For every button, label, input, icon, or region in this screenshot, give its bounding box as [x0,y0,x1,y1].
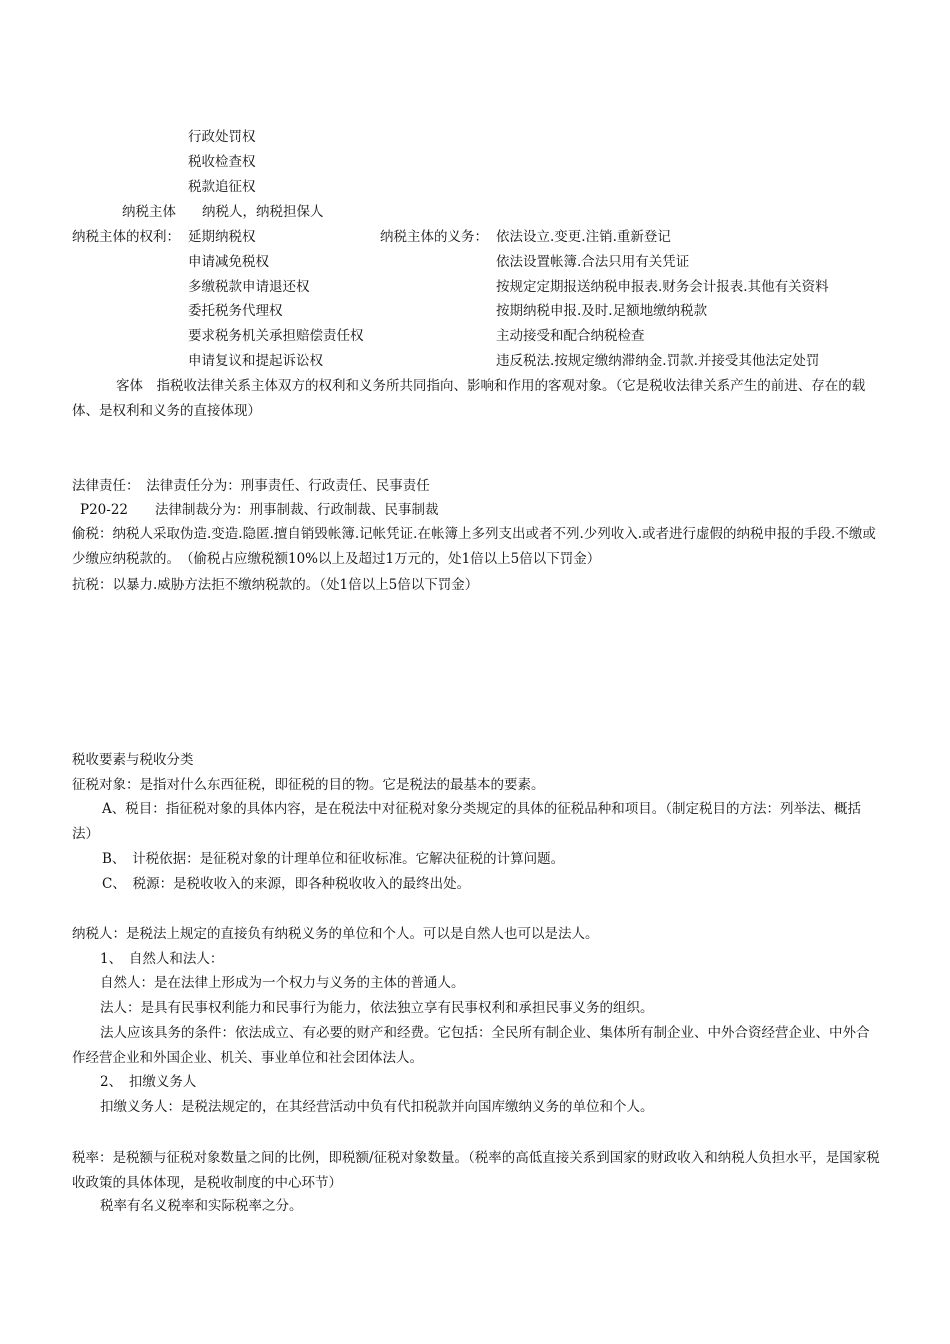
tax-resistance-line: 抗税：以暴力.威胁方法拒不缴纳税款的。（处1倍以上5倍以下罚金） [72,577,479,593]
tax-evasion-paragraph: 偷税：纳税人采取伪造.变造.隐匿.擅自销毁帐簿.记帐凭证.在帐簿上多列支出或者不列.少列收入.或者进行虚假的纳税申报的手段.不缴或少缴应纳税款的。 （偷税占应缴税额10%以上及超过1万元的，处1倍以上5倍以下罚金） [72,526,876,567]
tax-rate-paragraph: 税率：是税额与征税对象数量之间的比例，即税额/征税对象数量。（税率的高低直接关系到国家的财政收入和纳税人负担水平，是国家税收政策的具体体现，是税收制度的中心环节） [72,1150,880,1191]
natural-person-line: 自然人：是在法律上形成为一个权力与义务的主体的普通人。 [100,975,465,991]
power-item: 税款追征权 [188,179,256,195]
right-item: 多缴税款申请退还权 [188,279,310,295]
duty-item: 依法设置帐簿.合法只用有关凭证 [496,254,690,270]
liability-line: 法律责任： 法律责任分为：刑事责任、行政责任、民事责任 [72,478,430,494]
sanction-line: P20-22 法律制裁分为：刑事制裁、行政制裁、民事制裁 [80,502,439,518]
duty-item: 违反税法.按规定缴纳滞纳金.罚款.并接受其他法定处罚 [496,353,820,369]
duty-item: 按期纳税申报.及时.足额地缴纳税款 [496,303,708,319]
right-item: 要求税务机关承担赔偿责任权 [188,328,364,344]
item-b-line: B、 计税依据：是征税对象的计理单位和征收标准。它解决征税的计算问题。 [102,851,565,867]
withholding-line: 扣缴义务人：是税法规定的，在其经营活动中负有代扣税款并向国库缴纳义务的单位和个人。 [100,1099,654,1115]
section-heading: 税收要素与税收分类 [72,752,194,768]
right-item: 延期纳税权 [188,229,256,245]
taxpayer-intro: 纳税人：是税法上规定的直接负有纳税义务的单位和个人。可以是自然人也可以是法人。 [72,926,599,942]
rights-label: 纳税主体的权利： [72,229,180,245]
subject-label: 纳税主体 [122,204,176,220]
duties-label: 纳税主体的义务： [380,229,488,245]
item-c-line: C、 税源：是税收收入的来源，即各种税收收入的最终出处。 [102,876,471,892]
duty-item: 依法设立.变更.注销.重新登记 [496,229,671,245]
legal-person-line: 法人：是具有民事权利能力和民事行为能力，依法独立享有民事权利和承担民事义务的组织。 [100,1000,654,1016]
right-item: 申请复议和提起诉讼权 [188,353,323,369]
object-paragraph: 客体 指税收法律关系主体双方的权利和义务所共同指向、影响和作用的客观对象。（它是税收法律关系产生的前进、存在的载体、是权利和义务的直接体现） [72,378,866,419]
legal-person-conditions: 法人应该具务的条件：依法成立、有必要的财产和经费。它包括：全民所有制企业、集体所有制企业、中外合资经营企业、中外合作经营企业和外国企业、机关、事业单位和社会团体法人。 [72,1025,870,1066]
power-item: 行政处罚权 [188,129,256,145]
duty-item: 按规定定期报送纳税申报表.财务会计报表.其他有关资料 [496,279,829,295]
right-item: 申请减免税权 [188,254,269,270]
tax-rate-types-line: 税率有名义税率和实际税率之分。 [100,1198,303,1214]
taxpayer-sub1: 1、 自然人和法人： [100,951,224,967]
subject-value: 纳税人，纳税担保人 [202,204,324,220]
item-a-paragraph: A、税目：指征税对象的具体内容，是在税法中对征税对象分类规定的具体的征税品种和项目。（制定税目的方法：列举法、概括法） [72,801,861,842]
power-item: 税收检查权 [188,154,256,170]
right-item: 委托税务代理权 [188,303,283,319]
taxpayer-sub2: 2、 扣缴义务人 [100,1074,197,1090]
duty-item: 主动接受和配合纳税检查 [496,328,645,344]
tax-object-line: 征税对象：是指对什么东西征税，即征税的目的物。它是税法的最基本的要素。 [72,777,545,793]
